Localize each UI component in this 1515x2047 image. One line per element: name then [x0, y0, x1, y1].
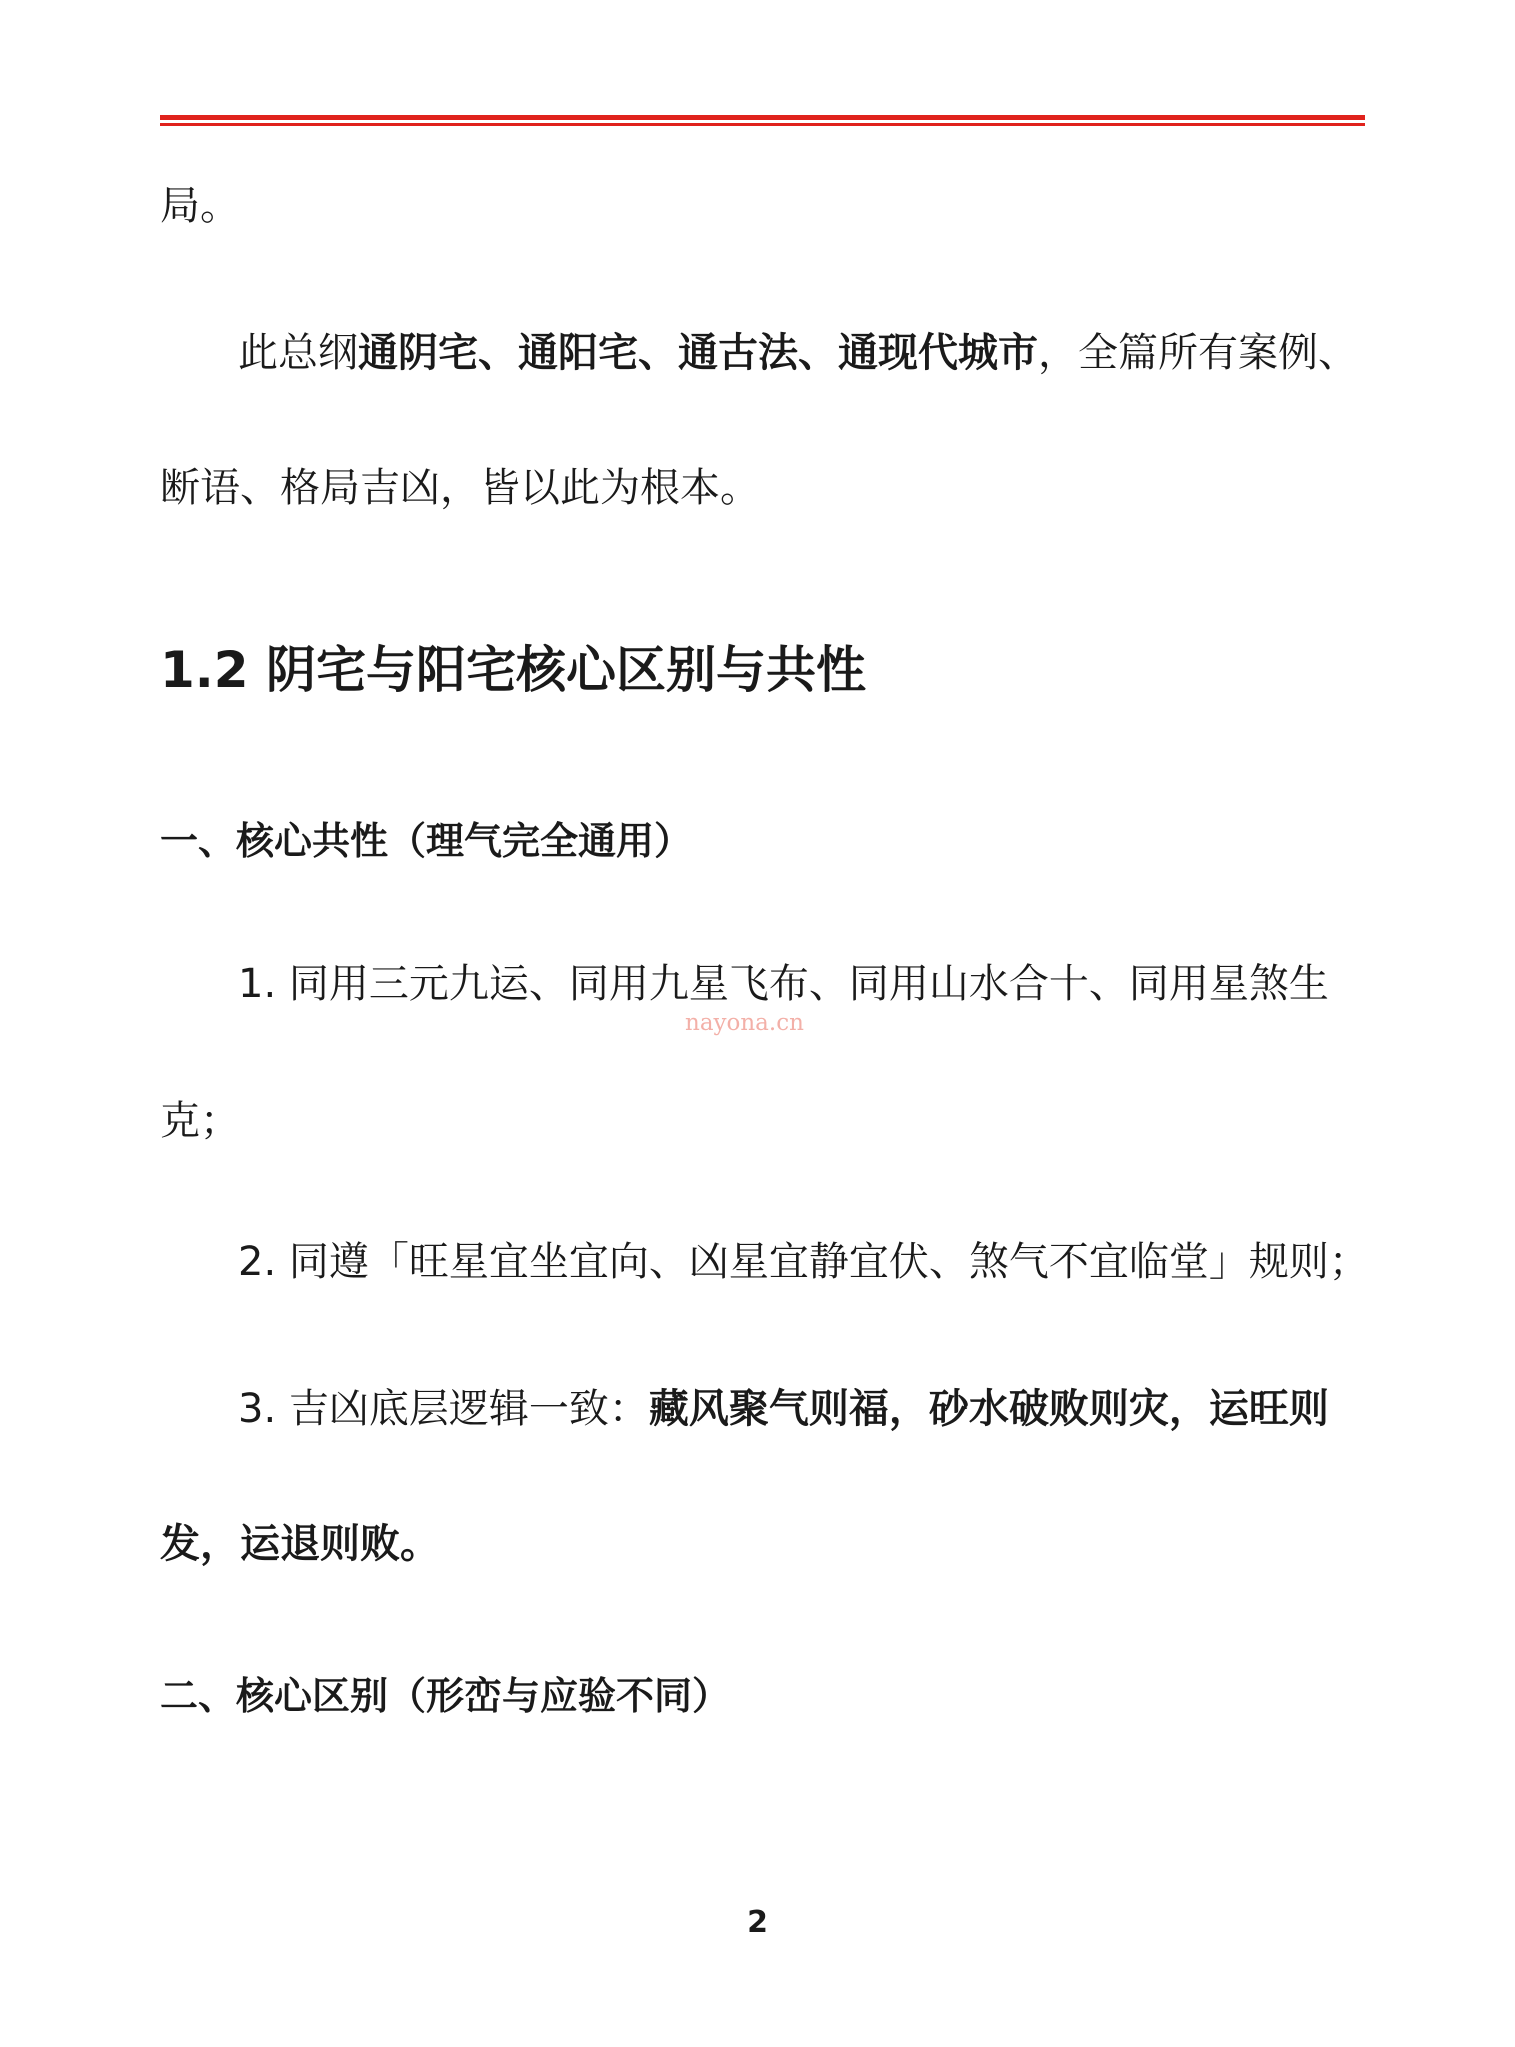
subheading-difference: 二、核心区别（形峦与应验不同）: [160, 1674, 731, 1718]
header-rule-thin: [160, 123, 1365, 126]
header-rule-thick: [160, 115, 1365, 120]
paragraph-1-lead: 此总纲: [238, 330, 358, 376]
list-item-3-lead: 3. 吉凶底层逻辑一致：: [238, 1386, 649, 1432]
list-item-3: [238, 1383, 1329, 1435]
page-number: 2: [747, 1905, 768, 1940]
list-item-2: 2. 同遵「旺星宜坐宜向、凶星宜静宜伏、煞气不宜临堂」规则；: [238, 1239, 1369, 1285]
list-item-1: 1. 同用三元九运、同用九星飞布、同用山水合十、同用星煞生: [238, 961, 1329, 1007]
paragraph-continuation: 局。: [160, 183, 240, 229]
subheading-commonality: 一、核心共性（理气完全通用）: [160, 819, 693, 863]
paragraph-1-continued: 断语、格局吉凶，皆以此为根本。: [160, 465, 760, 511]
list-item-1-continued: 克；: [160, 1098, 240, 1144]
list-item-3-continued: 发，运退则败。: [160, 1521, 440, 1567]
paragraph-1: [238, 327, 1358, 379]
section-heading: 1.2 阴宅与阳宅核心区别与共性: [160, 641, 866, 699]
list-item-3-bold: 藏风聚气则福，砂水破败则灾，运旺则: [648, 1386, 1329, 1432]
paragraph-1-tail: ，全篇所有案例、: [1038, 330, 1358, 376]
paragraph-1-bold: 通阴宅、通阳宅、通古法、通现代城市: [358, 330, 1038, 376]
watermark: nayona.cn: [685, 1010, 804, 1036]
